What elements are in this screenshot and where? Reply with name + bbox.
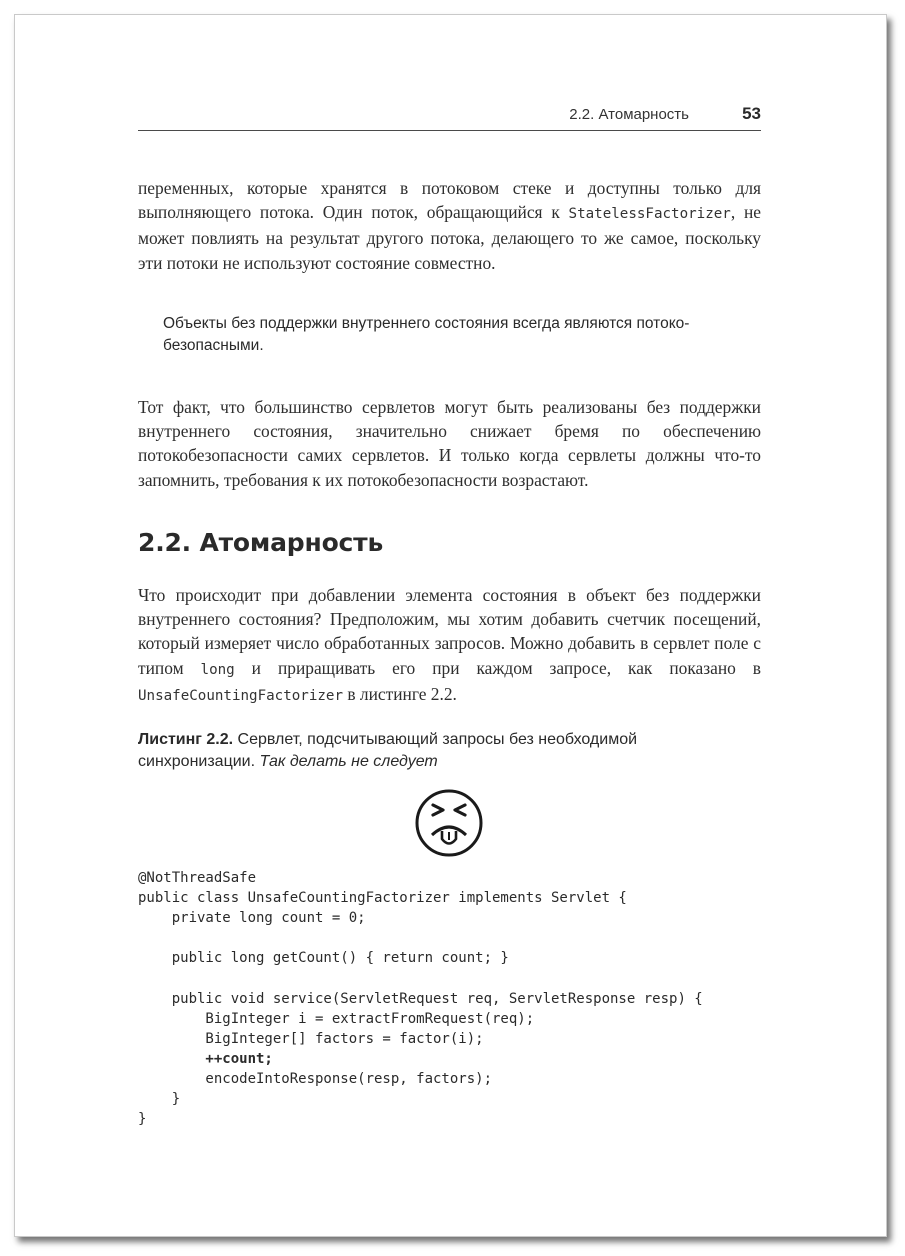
listing-caption-warning: Так делать не следует <box>259 753 438 770</box>
paragraph-3 <box>138 583 761 708</box>
inline-code-statelessfactorizer: StatelessFactorizer <box>568 206 731 223</box>
code-line: BigInteger i = extractFromRequest(req); <box>138 1010 535 1027</box>
page-number: 53 <box>742 104 761 123</box>
note-callout: Объекты без поддержки внутреннего состояния всегда являются потокобезопасными. <box>163 315 690 354</box>
header-section-title: 2.2. Атомарность <box>569 106 689 123</box>
paragraph-1-text-b: , не может повлиять на результат другого потока, делающего то же самое, поскольку эти потоки не используют состояние совместно. <box>138 202 761 273</box>
code-line: public void service(ServletRequest req, ServletResponse resp) { <box>138 990 703 1007</box>
code-line-highlighted: ++count; <box>138 1050 273 1067</box>
inline-code-long: long <box>200 661 235 678</box>
paragraph-3-text-a: Что происходит при добавлении элемента состояния в объект без поддержки внутреннего состояния? Предположим, мы хотим добавить счетчик посещений, который измеряет число обработанных запросов. Можно добавить в сервлет поле с типом <box>138 585 761 678</box>
code-line: encodeIntoResponse(resp, factors); <box>138 1070 493 1087</box>
code-line: private long count = 0; <box>138 910 366 927</box>
paragraph-2: Тот факт, что большинство сервлетов могут быть реализованы без поддержки внутреннего состояния, значительно снижает бремя по обеспечению потокобезопасности самих сервлетов. И только когда сервлеты должны что-то запомнить, требования к их потокобезопасности возрастают. <box>138 397 761 490</box>
code-line: BigInteger[] factors = factor(i); <box>138 1030 484 1047</box>
running-header <box>138 104 761 131</box>
disgusted-face-icon <box>414 788 484 858</box>
code-listing <box>138 868 778 1129</box>
paragraph-1-text-a: переменных, которые хранятся в потоковом стеке и доступны только для выполняющего потока. Один поток, обращающийся к <box>138 178 761 223</box>
inline-code-unsafecountingfactorizer: UnsafeCountingFactorizer <box>138 687 343 704</box>
code-line: public long getCount() { return count; } <box>138 950 509 967</box>
paragraph-3-text-c: в листинге 2.2. <box>343 683 457 704</box>
listing-caption-text: Сервлет, подсчитывающий запросы без необходимой синхронизации. <box>138 731 638 770</box>
section-heading: 2.2. Атомарность <box>138 528 384 557</box>
listing-caption-label: Листинг 2.2. <box>138 731 234 748</box>
paragraph-1 <box>138 176 761 275</box>
listing-caption <box>138 729 738 773</box>
code-line: @NotThreadSafe <box>138 870 257 886</box>
code-line: public class UnsafeCountingFactorizer implements Servlet { <box>138 890 627 907</box>
code-line: } <box>138 1111 147 1128</box>
code-line: } <box>138 1091 181 1108</box>
paragraph-3-text-b: и приращивать его при каждом запросе, как показано в <box>234 657 761 678</box>
